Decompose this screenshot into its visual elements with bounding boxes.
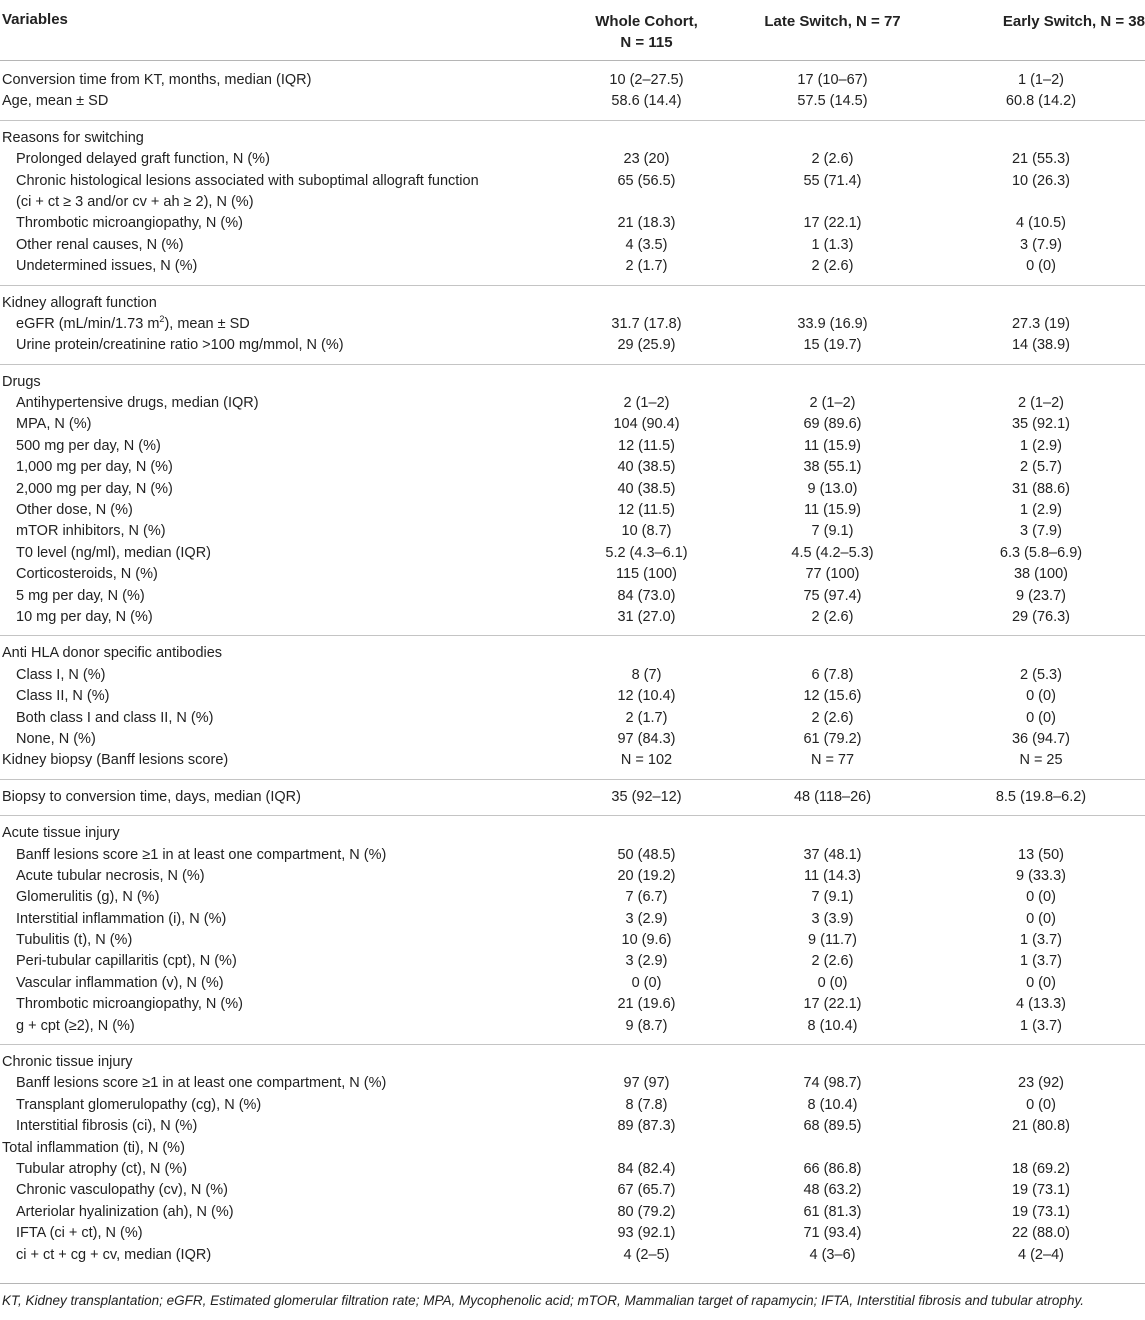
early-switch-value: 4 (2–4) <box>1018 1246 1064 1263</box>
row-label: ci + ct + cg + cv, median (IQR) <box>16 1246 212 1263</box>
section-heading-row <box>0 643 1145 664</box>
late-switch-value: 8 (10.4) <box>807 1096 858 1113</box>
early-switch-value: 21 (80.8) <box>1011 1118 1071 1135</box>
late-switch-value: 2 (1–2) <box>809 395 856 412</box>
late-switch-value: 2 (2.6) <box>811 151 854 168</box>
early-switch-value: 1 (3.7) <box>1020 1017 1062 1034</box>
whole-cohort-value: 8 (7) <box>631 666 662 683</box>
late-switch-value: 71 (93.4) <box>803 1225 862 1242</box>
late-switch-value: 15 (19.7) <box>803 337 862 354</box>
whole-cohort-value: N = 102 <box>620 752 673 769</box>
early-switch-value: 2 (1–2) <box>1018 395 1064 412</box>
table-section <box>0 635 1145 778</box>
row-label-text: eGFR (mL/min/1.73 m <box>16 315 160 332</box>
whole-cohort-value: 89 (87.3) <box>617 1118 676 1135</box>
section-heading-row <box>0 293 1145 314</box>
row-label: Banff lesions score ≥1 in at least one compartment, N (%) <box>16 1075 387 1092</box>
early-switch-value: 27.3 (19) <box>1011 315 1071 332</box>
whole-cohort-value: 84 (73.0) <box>617 587 676 604</box>
late-switch-value: 69 (89.6) <box>803 416 862 433</box>
late-switch-value: 2 (2.6) <box>811 258 854 275</box>
row-label: Other dose, N (%) <box>16 502 133 519</box>
whole-cohort-value: 104 (90.4) <box>613 416 680 433</box>
row-label-line2: (ci + ct ≥ 3 and/or cv + ah ≥ 2), N (%) <box>16 193 254 210</box>
early-switch-value: 23 (92) <box>1018 1075 1064 1092</box>
table-row <box>0 414 1145 435</box>
late-switch-value: 77 (100) <box>805 566 860 583</box>
table-row <box>0 393 1145 414</box>
row-label: Transplant glomerulopathy (cg), N (%) <box>16 1096 262 1113</box>
late-switch-value <box>728 1138 937 1159</box>
table-row <box>0 457 1145 478</box>
row-label: Other renal causes, N (%) <box>16 236 184 253</box>
row-label: Arteriolar hyalinization (ah), N (%) <box>16 1203 234 1220</box>
late-switch-value: 9 (13.0) <box>807 480 858 497</box>
table-row <box>0 1073 1145 1094</box>
row-label: Age, mean ± SD <box>2 93 109 110</box>
early-switch-value: 18 (69.2) <box>1011 1160 1071 1177</box>
row-label: Conversion time from KT, months, median (IQR) <box>2 72 312 88</box>
table-section <box>0 1044 1145 1273</box>
row-label: Class I, N (%) <box>16 666 106 683</box>
table-row <box>0 607 1145 628</box>
late-switch-value: 17 (22.1) <box>803 215 862 232</box>
header-whole-cohort <box>565 0 728 60</box>
late-switch-value: 33.9 (16.9) <box>797 315 868 332</box>
table-section <box>0 364 1145 636</box>
table-row <box>0 845 1145 866</box>
early-switch-value: 19 (73.1) <box>1011 1203 1071 1220</box>
table-footnote: KT, Kidney transplantation; eGFR, Estimated glomerular filtration rate; MPA, Mycophenolic acid; mTOR, Mammalian target of rapamycin; IFTA, Interstitial fibrosis and tubular atrophy. <box>0 1283 1145 1308</box>
early-switch-value: 3 (7.9) <box>1020 523 1062 540</box>
row-label: Undetermined issues, N (%) <box>16 258 198 275</box>
row-label: g + cpt (≥2), N (%) <box>16 1017 135 1034</box>
early-switch-value: 29 (76.3) <box>1011 609 1071 625</box>
whole-cohort-value: 12 (11.5) <box>618 437 675 454</box>
late-switch-value: 1 (1.3) <box>811 236 854 253</box>
table-row <box>0 479 1145 500</box>
whole-cohort-value: 2 (1–2) <box>623 395 670 412</box>
early-switch-value: 1 (3.7) <box>1020 953 1062 970</box>
row-label: 10 mg per day, N (%) <box>16 609 153 625</box>
table-row <box>0 70 1145 91</box>
early-switch-value: 0 (0) <box>1026 258 1056 275</box>
table-row <box>0 1202 1145 1223</box>
early-switch-value: 31 (88.6) <box>1011 480 1071 497</box>
early-switch-value: 9 (23.7) <box>1016 587 1066 604</box>
table-row <box>0 314 1145 335</box>
row-label: Class II, N (%) <box>16 688 110 705</box>
whole-cohort-value: 23 (20) <box>623 151 670 168</box>
late-switch-value: 11 (15.9) <box>804 437 861 454</box>
early-switch-value: 3 (7.9) <box>1020 236 1062 253</box>
section-heading-row <box>0 823 1145 844</box>
row-label: Both class I and class II, N (%) <box>16 709 214 726</box>
whole-cohort-value: 65 (56.5) <box>617 172 676 189</box>
early-switch-value: 0 (0) <box>1026 688 1056 705</box>
whole-cohort-value: 31.7 (17.8) <box>611 315 682 332</box>
table-row <box>0 951 1145 972</box>
whole-cohort-value: 0 (0) <box>631 974 662 991</box>
early-switch-value: 0 (0) <box>1026 910 1056 927</box>
whole-cohort-value: 35 (92–12) <box>611 788 682 805</box>
row-label <box>0 171 565 214</box>
whole-cohort-value: 2 (1.7) <box>625 709 668 726</box>
late-switch-value: 8 (10.4) <box>807 1017 858 1034</box>
row-label: Biopsy to conversion time, days, median (IQR) <box>2 788 301 805</box>
late-switch-value: 2 (2.6) <box>811 709 854 726</box>
table-section <box>0 285 1145 364</box>
table-section <box>0 61 1145 120</box>
table-section <box>0 120 1145 285</box>
table-body <box>0 61 1145 1273</box>
row-label: MPA, N (%) <box>16 416 92 433</box>
row-label: Prolonged delayed graft function, N (%) <box>16 151 270 168</box>
late-switch-value: 4 (3–6) <box>809 1246 856 1263</box>
row-label: IFTA (ci + ct), N (%) <box>16 1225 143 1242</box>
table-row <box>0 787 1145 808</box>
late-switch-value: 61 (81.3) <box>803 1203 862 1220</box>
header-early-switch: Early Switch, N = 38 <box>1002 13 1145 30</box>
late-switch-value: 12 (15.6) <box>803 688 862 705</box>
section-heading-row <box>0 372 1145 393</box>
table-row <box>0 1138 1145 1159</box>
whole-cohort-value: 40 (38.5) <box>617 459 676 476</box>
whole-cohort-value: 67 (65.7) <box>617 1182 676 1199</box>
late-switch-value: 66 (86.8) <box>803 1160 862 1177</box>
table-row <box>0 866 1145 887</box>
early-switch-value: 13 (50) <box>1018 846 1064 863</box>
whole-cohort-value: 50 (48.5) <box>617 846 676 863</box>
table-row <box>0 729 1145 750</box>
table-row <box>0 1180 1145 1201</box>
whole-cohort-value: 8 (7.8) <box>625 1096 668 1113</box>
early-switch-value: 0 (0) <box>1026 709 1056 726</box>
late-switch-value: 4.5 (4.2–5.3) <box>791 544 874 561</box>
early-switch-value: 2 (5.7) <box>1020 459 1062 476</box>
early-switch-value: 1 (2.9) <box>1020 437 1062 454</box>
table-row <box>0 665 1145 686</box>
row-label: 1,000 mg per day, N (%) <box>16 459 173 476</box>
whole-cohort-value: 84 (82.4) <box>617 1160 676 1177</box>
whole-cohort-value: 20 (19.2) <box>617 867 676 884</box>
table-row <box>0 930 1145 951</box>
late-switch-value: 3 (3.9) <box>811 910 854 927</box>
late-switch-value: 68 (89.5) <box>803 1118 862 1135</box>
table-row <box>0 213 1145 234</box>
whole-cohort-value: 40 (38.5) <box>617 480 676 497</box>
row-label: Antihypertensive drugs, median (IQR) <box>16 395 259 412</box>
whole-cohort-value: 4 (3.5) <box>625 236 668 253</box>
whole-cohort-value: 7 (6.7) <box>625 889 668 906</box>
section-heading: Kidney allograft function <box>2 294 157 311</box>
early-switch-value: 1 (1–2) <box>1018 72 1064 88</box>
early-switch-value: 2 (5.3) <box>1020 666 1062 683</box>
late-switch-value: 2 (2.6) <box>811 953 854 970</box>
row-label: Interstitial fibrosis (ci), N (%) <box>16 1118 198 1135</box>
whole-cohort-value: 10 (2–27.5) <box>609 72 684 88</box>
late-switch-value: 7 (9.1) <box>811 889 854 906</box>
whole-cohort-value: 93 (92.1) <box>617 1225 676 1242</box>
section-heading: Acute tissue injury <box>2 825 120 842</box>
table-row <box>0 235 1145 256</box>
table-row <box>0 686 1145 707</box>
early-switch-value: 60.8 (14.2) <box>1005 93 1077 110</box>
row-label-line1: Chronic histological lesions associated with suboptimal allograft function <box>16 172 479 189</box>
late-switch-value: 9 (11.7) <box>808 932 857 949</box>
row-label: Interstitial inflammation (i), N (%) <box>16 910 227 927</box>
late-switch-value: 6 (7.8) <box>811 666 854 683</box>
whole-cohort-value: 29 (25.9) <box>617 337 676 354</box>
whole-cohort-value: 21 (19.6) <box>617 996 676 1013</box>
early-switch-value: 0 (0) <box>1026 974 1056 991</box>
early-switch-value: 1 (2.9) <box>1020 502 1062 519</box>
late-switch-value: 11 (14.3) <box>804 867 861 884</box>
late-switch-value: 48 (118–26) <box>793 788 872 805</box>
header-whole-line1: Whole Cohort, <box>595 13 698 30</box>
early-switch-value: 9 (33.3) <box>1016 867 1066 884</box>
whole-cohort-value: 12 (10.4) <box>617 688 676 705</box>
whole-cohort-value: 3 (2.9) <box>625 953 668 970</box>
header-late-switch: Late Switch, N = 77 <box>764 13 901 30</box>
late-switch-value: 61 (79.2) <box>803 730 862 747</box>
row-label: Thrombotic microangiopathy, N (%) <box>16 996 243 1013</box>
row-label: Vascular inflammation (v), N (%) <box>16 974 224 991</box>
early-switch-value: 4 (13.3) <box>1016 996 1066 1013</box>
early-switch-value: 8.5 (19.8–6.2) <box>995 788 1087 805</box>
early-switch-value <box>937 1138 1145 1159</box>
whole-cohort-value: 115 (100) <box>616 566 677 583</box>
table-header <box>0 0 1145 61</box>
table-row <box>0 1245 1145 1266</box>
header-whole-line2: N = 115 <box>620 34 673 51</box>
row-label: mTOR inhibitors, N (%) <box>16 523 166 540</box>
late-switch-value: 55 (71.4) <box>803 172 862 189</box>
row-label: T0 level (ng/ml), median (IQR) <box>16 544 211 561</box>
section-heading: Chronic tissue injury <box>2 1054 133 1071</box>
table-row <box>0 994 1145 1015</box>
section-heading-row <box>0 128 1145 149</box>
row-label: 500 mg per day, N (%) <box>16 437 161 454</box>
whole-cohort-value: 12 (11.5) <box>618 502 675 519</box>
table-section <box>0 779 1145 815</box>
table-row <box>0 1016 1145 1037</box>
late-switch-value: 57.5 (14.5) <box>797 93 868 110</box>
table-row <box>0 586 1145 607</box>
table-row <box>0 171 1145 214</box>
late-switch-value: 37 (48.1) <box>803 846 862 863</box>
late-switch-value: N = 77 <box>810 752 855 769</box>
early-switch-value: 36 (94.7) <box>1011 730 1071 747</box>
row-label: 5 mg per day, N (%) <box>16 587 145 604</box>
whole-cohort-value: 58.6 (14.4) <box>611 93 682 110</box>
late-switch-value: 2 (2.6) <box>811 609 854 625</box>
early-switch-value: 10 (26.3) <box>1011 172 1071 189</box>
row-label: Peri-tubular capillaritis (cpt), N (%) <box>16 953 237 970</box>
whole-cohort-value: 21 (18.3) <box>617 215 676 232</box>
row-label: Chronic vasculopathy (cv), N (%) <box>16 1182 228 1199</box>
late-switch-value: 17 (22.1) <box>803 996 862 1013</box>
section-heading: Reasons for switching <box>2 129 144 146</box>
row-label <box>0 314 565 335</box>
table-row <box>0 256 1145 277</box>
late-switch-value: 17 (10–67) <box>797 72 868 88</box>
whole-cohort-value <box>565 1138 728 1159</box>
early-switch-value: 38 (100) <box>1013 566 1068 583</box>
table-row <box>0 91 1145 112</box>
row-label: Acute tubular necrosis, N (%) <box>16 867 205 884</box>
table-row <box>0 149 1145 170</box>
early-switch-value: 22 (88.0) <box>1011 1225 1071 1242</box>
early-switch-value: 0 (0) <box>1026 889 1056 906</box>
header-variables: Variables <box>2 11 68 28</box>
late-switch-value: 7 (9.1) <box>811 523 854 540</box>
table-row <box>0 1116 1145 1137</box>
table-row <box>0 750 1145 771</box>
table-row <box>0 909 1145 930</box>
early-switch-value: 14 (38.9) <box>1011 337 1071 354</box>
early-switch-value: 19 (73.1) <box>1011 1182 1071 1199</box>
early-switch-value: 35 (92.1) <box>1011 416 1071 433</box>
row-label: Glomerulitis (g), N (%) <box>16 889 160 906</box>
row-label: Kidney biopsy (Banff lesions score) <box>2 752 229 769</box>
section-heading-row <box>0 1052 1145 1073</box>
whole-cohort-value: 9 (8.7) <box>625 1017 668 1034</box>
row-label: Thrombotic microangiopathy, N (%) <box>16 215 243 232</box>
whole-cohort-value: 97 (97) <box>623 1075 670 1092</box>
row-label-text-after: ), mean ± SD <box>164 315 250 332</box>
whole-cohort-value: 3 (2.9) <box>625 910 668 927</box>
whole-cohort-value: 2 (1.7) <box>625 258 668 275</box>
early-switch-value: 0 (0) <box>1026 1096 1056 1113</box>
whole-cohort-value: 5.2 (4.3–6.1) <box>605 544 688 561</box>
row-label: Total inflammation (ti), N (%) <box>2 1139 185 1156</box>
section-heading: Anti HLA donor specific antibodies <box>2 645 223 662</box>
table-row <box>0 521 1145 542</box>
whole-cohort-value: 80 (79.2) <box>617 1203 676 1220</box>
table-row <box>0 500 1145 521</box>
early-switch-value: 21 (55.3) <box>1011 151 1071 168</box>
table-row <box>0 973 1145 994</box>
table-section <box>0 815 1145 1044</box>
row-label-superscript: 2 <box>159 314 165 325</box>
early-switch-value: N = 25 <box>1019 752 1063 769</box>
table-row <box>0 1095 1145 1116</box>
table-row <box>0 1223 1145 1244</box>
late-switch-value: 48 (63.2) <box>803 1182 862 1199</box>
early-switch-value: 1 (3.7) <box>1020 932 1062 949</box>
whole-cohort-value: 97 (84.3) <box>617 730 676 747</box>
row-label: Tubulitis (t), N (%) <box>16 932 133 949</box>
whole-cohort-value: 4 (2–5) <box>623 1246 670 1263</box>
table-row <box>0 887 1145 908</box>
table-row <box>0 335 1145 356</box>
section-heading: Drugs <box>2 373 41 390</box>
row-label: Banff lesions score ≥1 in at least one compartment, N (%) <box>16 846 387 863</box>
late-switch-value: 75 (97.4) <box>803 587 862 604</box>
late-switch-value: 11 (15.9) <box>804 502 861 519</box>
table-row <box>0 436 1145 457</box>
row-label: Tubular atrophy (ct), N (%) <box>16 1160 188 1177</box>
early-switch-value: 6.3 (5.8–6.9) <box>999 544 1083 561</box>
whole-cohort-value: 10 (8.7) <box>621 523 672 540</box>
late-switch-value: 38 (55.1) <box>803 459 862 476</box>
row-label: 2,000 mg per day, N (%) <box>16 480 173 497</box>
late-switch-value: 74 (98.7) <box>803 1075 862 1092</box>
whole-cohort-value: 10 (9.6) <box>621 932 672 949</box>
table-row <box>0 543 1145 564</box>
early-switch-value: 4 (10.5) <box>1016 215 1066 232</box>
row-label: None, N (%) <box>16 730 96 747</box>
table-row <box>0 1159 1145 1180</box>
table-row <box>0 564 1145 585</box>
row-label: Urine protein/creatinine ratio >100 mg/mmol, N (%) <box>16 337 344 354</box>
row-label: Corticosteroids, N (%) <box>16 566 158 583</box>
whole-cohort-value: 31 (27.0) <box>617 609 676 625</box>
table-row <box>0 708 1145 729</box>
late-switch-value: 0 (0) <box>817 974 848 991</box>
